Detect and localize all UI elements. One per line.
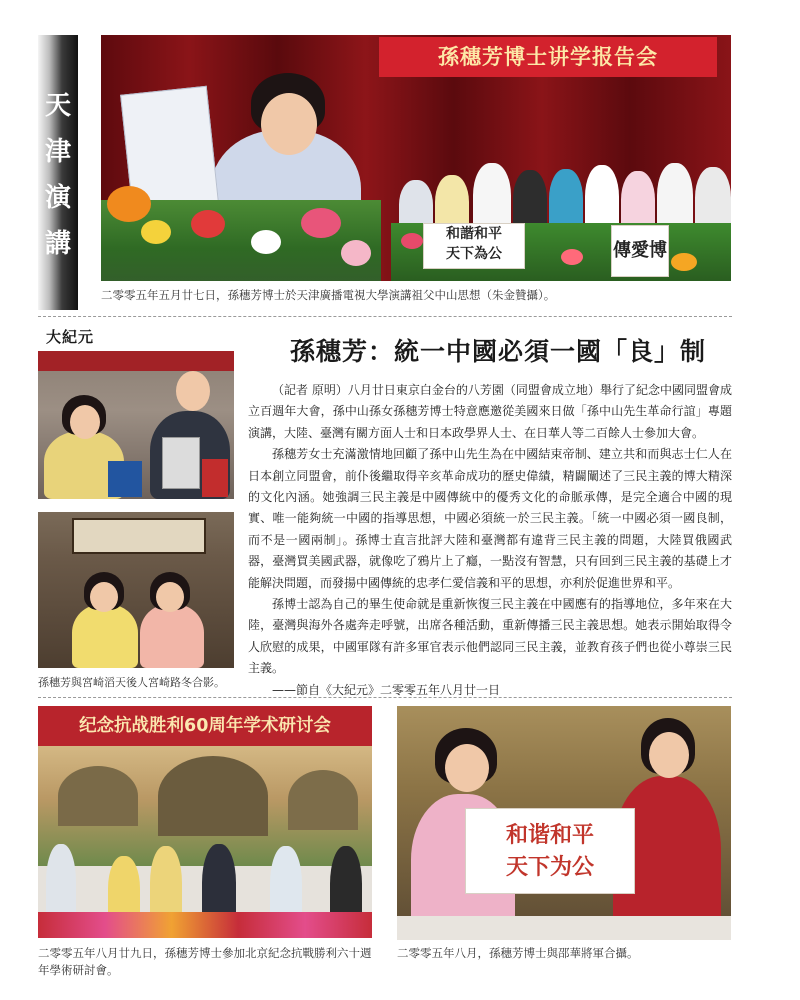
sign-line: 天下為公 [446, 246, 502, 262]
book-display [108, 461, 142, 497]
symposium-photo [38, 706, 372, 938]
article-source: ——節自《大紀元》二零零五年八月廿一日 [272, 682, 501, 697]
podium-flowers [101, 200, 381, 281]
sign-line: 和諧和平 [446, 226, 502, 242]
press-conference-photo [38, 351, 234, 499]
symposium-caption: 二零零五年八月廿九日，孫穗芳博士參加北京紀念抗戰勝利六十週年學術研討會。 [38, 946, 372, 977]
woman-right [140, 604, 204, 668]
section-divider [38, 697, 732, 698]
lecture-banner: 孫穗芳博士讲学报告会 [379, 37, 717, 77]
lecture-photo-caption: 二零零五年五月廿七日，孫穗芳博士於天津廣播電視大學演講祖父中山思想（朱金贊攝）。 [101, 288, 556, 302]
epoch-times-logo: 大紀元 [46, 328, 95, 346]
side-tab-char: 津 [44, 137, 71, 167]
card-line: 和谐和平 [505, 822, 594, 848]
article-paragraph: （記者 原明）八月廿日東京白金台的八芳園（同盟會成立地）舉行了紀念中國同盟會成立百週年大會，孫中山孫女孫穗芳博士特意應邀從美國來日做「孫中山先生革命行誼」專題演講，大陸、臺灣有關方面人士和日本政學界人士、在日華人等二百餘人士參加大會。 [248, 383, 732, 440]
book-display [202, 459, 228, 497]
sign-fraternity-text: 傳愛博 [613, 240, 667, 261]
section-side-tab [38, 35, 78, 310]
general-caption: 二零零五年八月，孫穗芳博士與邵華將軍合攝。 [397, 946, 639, 960]
side-tab-char: 天 [44, 91, 71, 121]
side-tab-char: 講 [44, 229, 71, 259]
calligraphy-card [465, 808, 635, 894]
flower-pots [38, 912, 372, 938]
sign-fraternity [611, 225, 669, 277]
symposium-banner: 纪念抗战胜利60周年学术研讨会 [38, 706, 372, 746]
woman-left [72, 604, 138, 668]
article-body [248, 380, 732, 701]
sign-harmony-peace [423, 223, 525, 269]
lecture-photo [101, 35, 731, 281]
sun-yat-sen-portrait [162, 437, 200, 489]
article-title: 孫穗芳：統一中國必須一國「良」制 [290, 337, 707, 366]
two-women-caption: 孫穗芳與宮崎滔天後人宮崎路冬合影。 [38, 676, 225, 689]
card-line: 天下为公 [505, 854, 594, 880]
article-paragraph: 孫博士認為自己的畢生使命就是重新恢復三民主義在中國應有的指導地位，多年來在大陸，臺灣與海外各處奔走呼號，出席各種活動，重新傳播三民主義思想。她表示開始取得令人欣慰的成果，中國軍隊有許多軍官表示他們認同三民主義，並教育孩子們也從小尊崇三民主義。 [248, 597, 732, 676]
article-paragraph: 孫穗芳女士充滿激情地回顧了孫中山先生為在中國結束帝制、建立共和而與志士仁人在日本創立同盟會，前仆後繼取得辛亥革命成功的歷史偉績，精闢闡述了三民主義的博大精深的文化內涵。她強調三民主義是中國傳統中的優秀文化的命脈承傳，是完全適合中國的現實、唯一能夠統一中國的指導思想，中國必須統一於三民主義。「統一中國必須一國良制，而不是一國兩制」。孫博士直言批評大陸和臺灣都有違背三民主義的問題，大陸買俄國武器，臺灣買美國武器，就像吃了鴉片上了癮，一點沒有智慧，只有回到三民主義的基礎上才能解決問題，而發揚中國傳統的忠孝仁愛信義和平的思想，亦利於促進世界和平。 [248, 447, 732, 590]
side-tab-char: 演 [44, 183, 71, 213]
speaker-face [261, 93, 317, 155]
group-on-stage [399, 145, 731, 235]
general-photo [397, 706, 731, 940]
two-women-photo [38, 512, 234, 668]
table-surface [397, 916, 731, 940]
section-divider [38, 316, 732, 317]
calligraphy-frame [72, 518, 206, 554]
mountain-mural [38, 746, 372, 866]
